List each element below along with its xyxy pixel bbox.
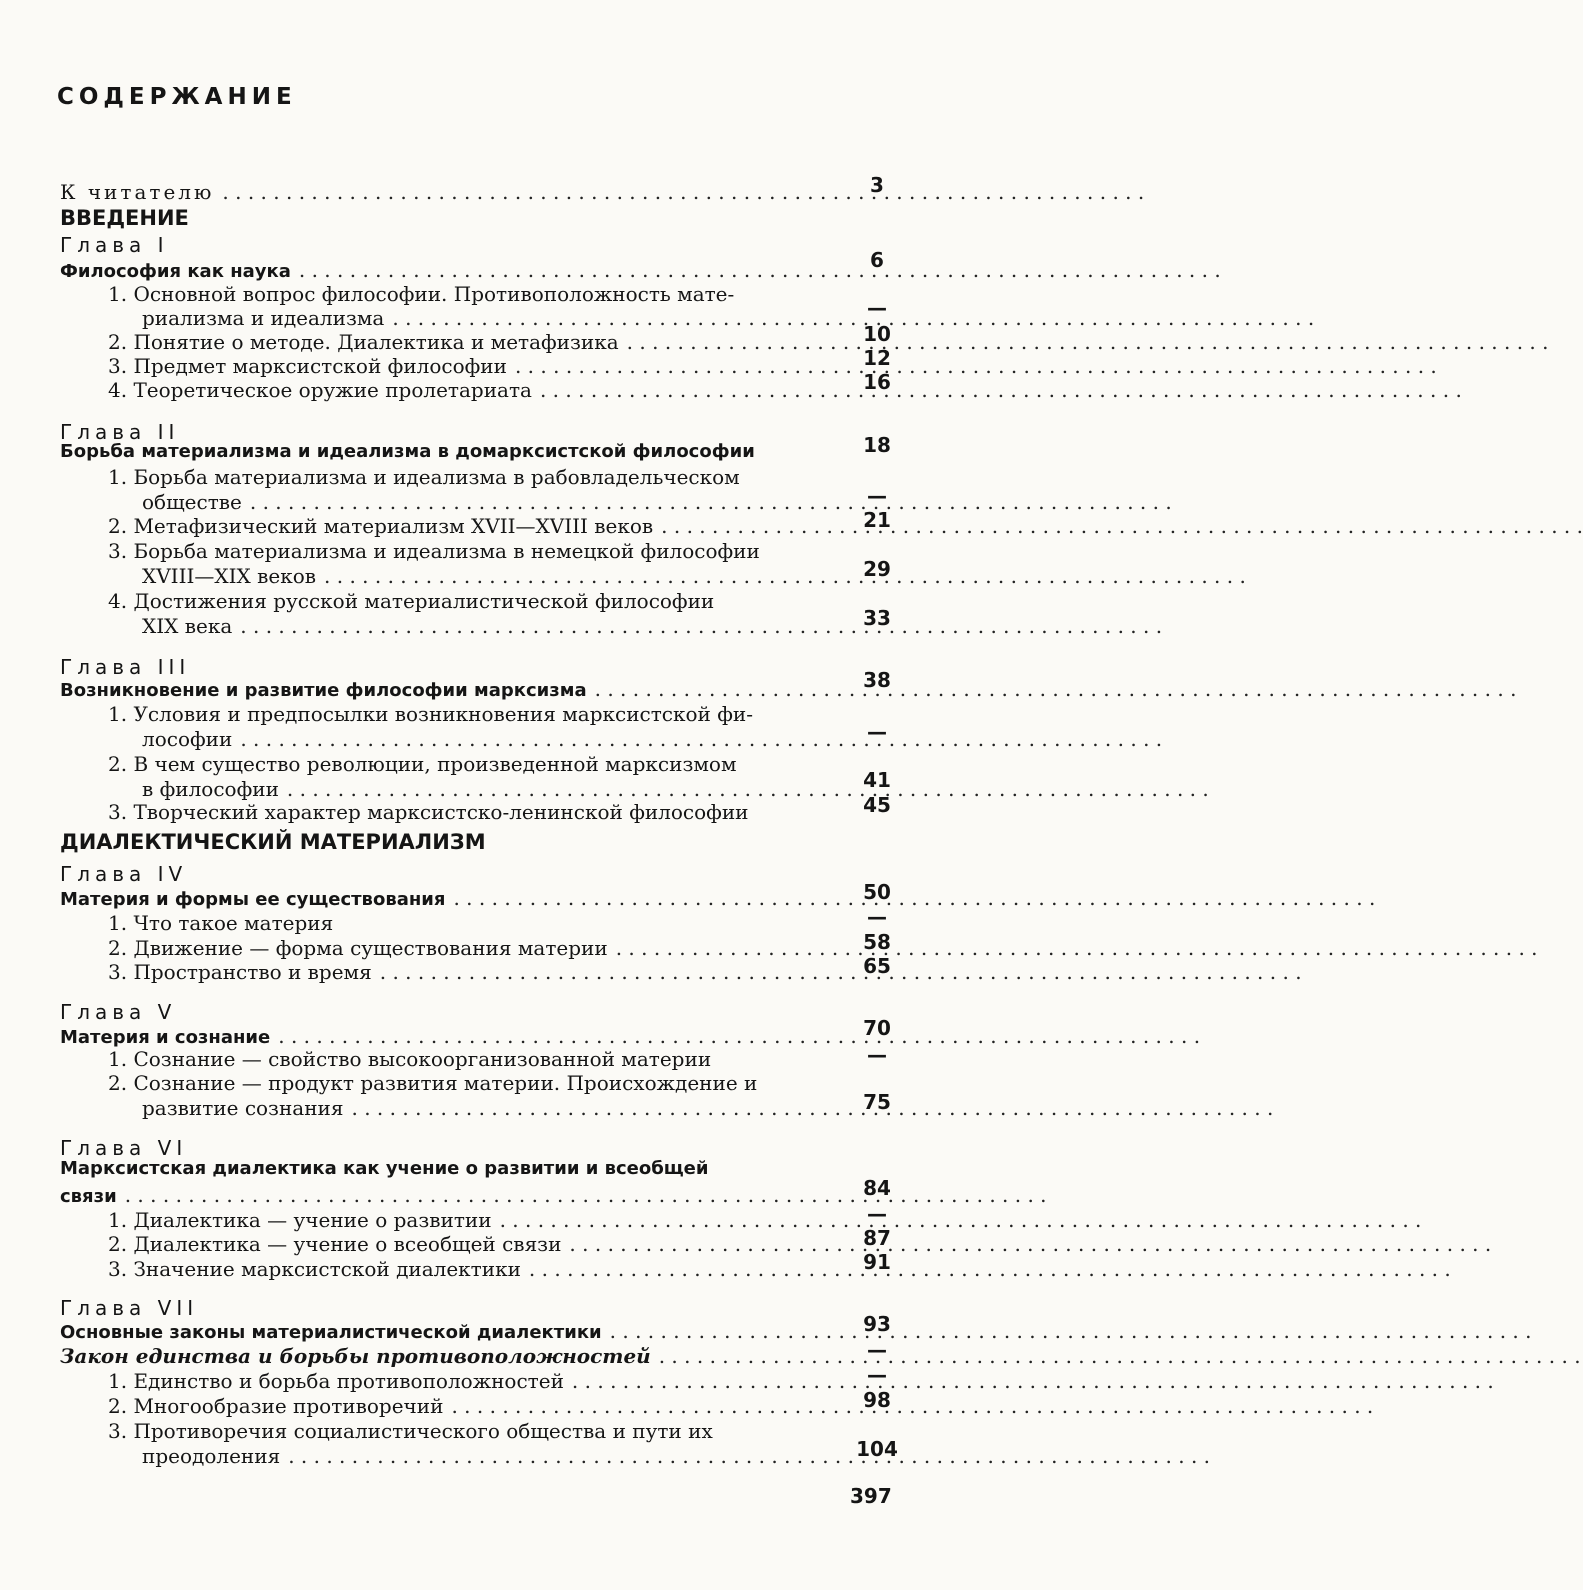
toc-entry-intro xyxy=(60,180,812,204)
page-number: 70 xyxy=(863,1016,891,1040)
section-title-cont: XVIII—XIX веков xyxy=(142,564,317,588)
chapter-title-row xyxy=(60,886,812,912)
chapter-heading: Глава I xyxy=(60,233,169,257)
section-title: 3. Противоречия социалистического общества и пути их xyxy=(108,1419,713,1443)
page-number: 41 xyxy=(863,768,891,792)
page-number: — xyxy=(867,1363,887,1387)
page-number: 98 xyxy=(863,1388,891,1412)
chapter-heading: Глава VI xyxy=(60,1136,188,1160)
leader-dots xyxy=(610,1319,1532,1343)
section-title: 1. Что такое материя xyxy=(108,911,334,935)
toc-entry xyxy=(142,1096,812,1120)
section-title: 3. Предмет марксистской философии xyxy=(108,354,507,378)
page-number: 16 xyxy=(863,370,891,394)
leader-dots xyxy=(324,564,1246,588)
page-number: — xyxy=(867,720,887,744)
toc-entry xyxy=(108,702,812,726)
leader-dots xyxy=(222,180,1144,204)
page-number: — xyxy=(867,1043,887,1067)
leader-dots xyxy=(627,330,1549,354)
leader-dots xyxy=(616,936,1538,960)
chapter-title-row xyxy=(60,1183,812,1209)
section-title: 2. Метафизический материализм XVII—XVIII веков xyxy=(108,514,654,538)
chapter-heading: Глава IV xyxy=(60,862,188,886)
section-title: 4. Теоретическое оружие пролетариата xyxy=(108,378,532,402)
folio-page-number: 397 xyxy=(850,1484,892,1508)
page-number: — xyxy=(867,484,887,508)
toc-entry xyxy=(108,1369,812,1393)
leader-dots xyxy=(661,514,1583,538)
page-number: 29 xyxy=(863,557,891,581)
toc-entry xyxy=(108,1394,812,1418)
chapter-title: Философия как наука xyxy=(60,261,291,282)
toc-entry xyxy=(142,1444,812,1468)
toc-entry xyxy=(108,936,812,960)
chapter-title: Материя и формы ее существования xyxy=(60,889,446,910)
section-title: 3. Значение марксистской диалектики xyxy=(108,1257,521,1281)
section-title: 1. Диалектика — учение о развитии xyxy=(108,1208,492,1232)
toc-entry xyxy=(108,589,812,613)
chapter-title: Возникновение и развитие философии марксизма xyxy=(60,680,587,701)
chapter-title-row xyxy=(60,440,812,464)
page-number: 93 xyxy=(863,1312,891,1336)
chapter-title-cont: связи xyxy=(60,1186,117,1207)
section-title: 2. Многообразие противоречий xyxy=(108,1394,444,1418)
section-title: 1. Сознание — свойство высокоорганизованной материи xyxy=(108,1047,712,1071)
chapter-heading: Глава V xyxy=(60,1000,177,1024)
section-title-cont: преодоления xyxy=(142,1444,281,1468)
leader-dots xyxy=(380,960,1302,984)
section-title-cont: в философии xyxy=(142,777,279,801)
toc-entry xyxy=(108,539,812,563)
section-title: 1. Единство и борьба противоположностей xyxy=(108,1369,564,1393)
section-title: 2. Сознание — продукт развития материи. Происхождение и xyxy=(108,1071,758,1095)
page-number: 45 xyxy=(863,793,891,817)
toc-entry xyxy=(142,306,812,330)
section-title: 2. Диалектика — учение о всеобщей связи xyxy=(108,1232,562,1256)
leader-dots xyxy=(515,354,1437,378)
section-title: 2. Понятие о методе. Диалектика и метафизика xyxy=(108,330,619,354)
leader-dots xyxy=(451,1394,1373,1418)
page-number: — xyxy=(867,1202,887,1226)
chapter-title-row xyxy=(60,1157,812,1181)
leader-dots xyxy=(288,1444,1210,1468)
leader-dots xyxy=(569,1232,1491,1256)
page-number: 10 xyxy=(863,322,891,346)
section-title-cont: обществе xyxy=(142,490,242,514)
leader-dots xyxy=(299,258,1221,282)
part-heading-dialectical-materialism: ДИАЛЕКТИЧЕСКИЙ МАТЕРИАЛИЗМ xyxy=(60,830,486,854)
toc-entry-law xyxy=(60,1344,812,1368)
toc-entry xyxy=(108,960,812,984)
page-number: — xyxy=(867,905,887,929)
leader-dots xyxy=(250,490,1172,514)
page-number: 3 xyxy=(870,173,884,197)
toc-entry xyxy=(142,490,812,514)
page-number: 91 xyxy=(863,1250,891,1274)
toc-entry xyxy=(108,911,812,935)
section-title: 3. Пространство и время xyxy=(108,960,372,984)
page-number: 12 xyxy=(863,346,891,370)
part-heading-intro: ВВЕДЕНИЕ xyxy=(60,206,189,230)
toc-entry xyxy=(108,1047,812,1071)
leader-dots xyxy=(595,677,1517,701)
section-title: 2. Движение — форма существования материи xyxy=(108,936,608,960)
page-number: 104 xyxy=(856,1437,898,1461)
leader-dots xyxy=(453,886,1375,910)
page-number: 18 xyxy=(863,433,891,457)
section-title: 3. Борьба материализма и идеализма в немецкой философии xyxy=(108,539,760,563)
toc-entry-label: К читателю xyxy=(60,180,215,204)
leader-dots xyxy=(240,614,1162,638)
chapter-title: Материя и сознание xyxy=(60,1027,271,1048)
toc-entry xyxy=(142,564,812,588)
page-number: 65 xyxy=(863,954,891,978)
toc-entry xyxy=(108,330,812,354)
page-number: 6 xyxy=(870,248,884,272)
page-number: 84 xyxy=(863,1176,891,1200)
toc-entry xyxy=(108,282,812,306)
toc-entry xyxy=(108,1208,812,1232)
toc-entry xyxy=(142,727,812,751)
section-title: 1. Борьба материализма и идеализма в рабовладельческом xyxy=(108,465,740,489)
toc-entry xyxy=(108,1419,812,1443)
page-number: 87 xyxy=(863,1226,891,1250)
leader-dots xyxy=(659,1344,1581,1368)
chapter-title-row xyxy=(60,677,812,703)
toc-entry xyxy=(142,777,812,801)
chapter-title-row xyxy=(60,258,812,284)
section-title: 3. Творческий характер марксистско-ленинской философии xyxy=(108,800,749,824)
page-title: СОДЕРЖАНИЕ xyxy=(57,84,297,110)
leader-dots xyxy=(572,1369,1494,1393)
section-title-cont: риализма и идеализма xyxy=(142,306,385,330)
section-title: 2. В чем существо революции, произведенной марксизмом xyxy=(108,752,737,776)
section-title: 1. Условия и предпосылки возникновения марксистской фи- xyxy=(108,702,753,726)
law-title: Закон единства и борьбы противоположностей xyxy=(60,1344,651,1368)
section-title: 4. Достижения русской материалистической философии xyxy=(108,589,715,613)
section-title-cont: XIX века xyxy=(142,614,233,638)
chapter-title: Основные законы материалистической диалектики xyxy=(60,1322,602,1343)
leader-dots xyxy=(352,1096,1274,1120)
section-title-cont: развитие сознания xyxy=(142,1096,344,1120)
page-number: 33 xyxy=(863,606,891,630)
toc-entry xyxy=(108,378,812,402)
toc-entry xyxy=(108,354,812,378)
toc-entry xyxy=(108,1071,812,1095)
leader-dots xyxy=(278,1024,1200,1048)
section-title: 1. Основной вопрос философии. Противоположность мате- xyxy=(108,282,735,306)
section-title-cont: лософии xyxy=(142,727,233,751)
page-number: 21 xyxy=(863,508,891,532)
page-number: 38 xyxy=(863,668,891,692)
leader-dots xyxy=(240,727,1162,751)
toc-entry xyxy=(108,1232,812,1256)
chapter-heading: Глава III xyxy=(60,655,191,679)
page-number: — xyxy=(867,1338,887,1362)
leader-dots xyxy=(540,378,1462,402)
toc-entry xyxy=(108,800,812,824)
page-number: 50 xyxy=(863,880,891,904)
toc-entry xyxy=(108,465,812,489)
toc-entry xyxy=(108,1257,812,1281)
toc-entry xyxy=(108,752,812,776)
chapter-title-row xyxy=(60,1319,812,1345)
chapter-heading: Глава II xyxy=(60,420,180,444)
page-number: — xyxy=(867,296,887,320)
toc-entry xyxy=(142,614,812,638)
leader-dots xyxy=(287,777,1209,801)
leader-dots xyxy=(529,1257,1451,1281)
chapter-heading: Глава VII xyxy=(60,1296,199,1320)
chapter-title: Марксистская диалектика как учение о развитии и всеобщей xyxy=(60,1158,709,1179)
chapter-title: Борьба материализма и идеализма в домарксистской философии xyxy=(60,441,755,462)
toc-entry xyxy=(108,514,812,538)
leader-dots xyxy=(500,1208,1422,1232)
page-number: 58 xyxy=(863,930,891,954)
page-number: 75 xyxy=(863,1090,891,1114)
